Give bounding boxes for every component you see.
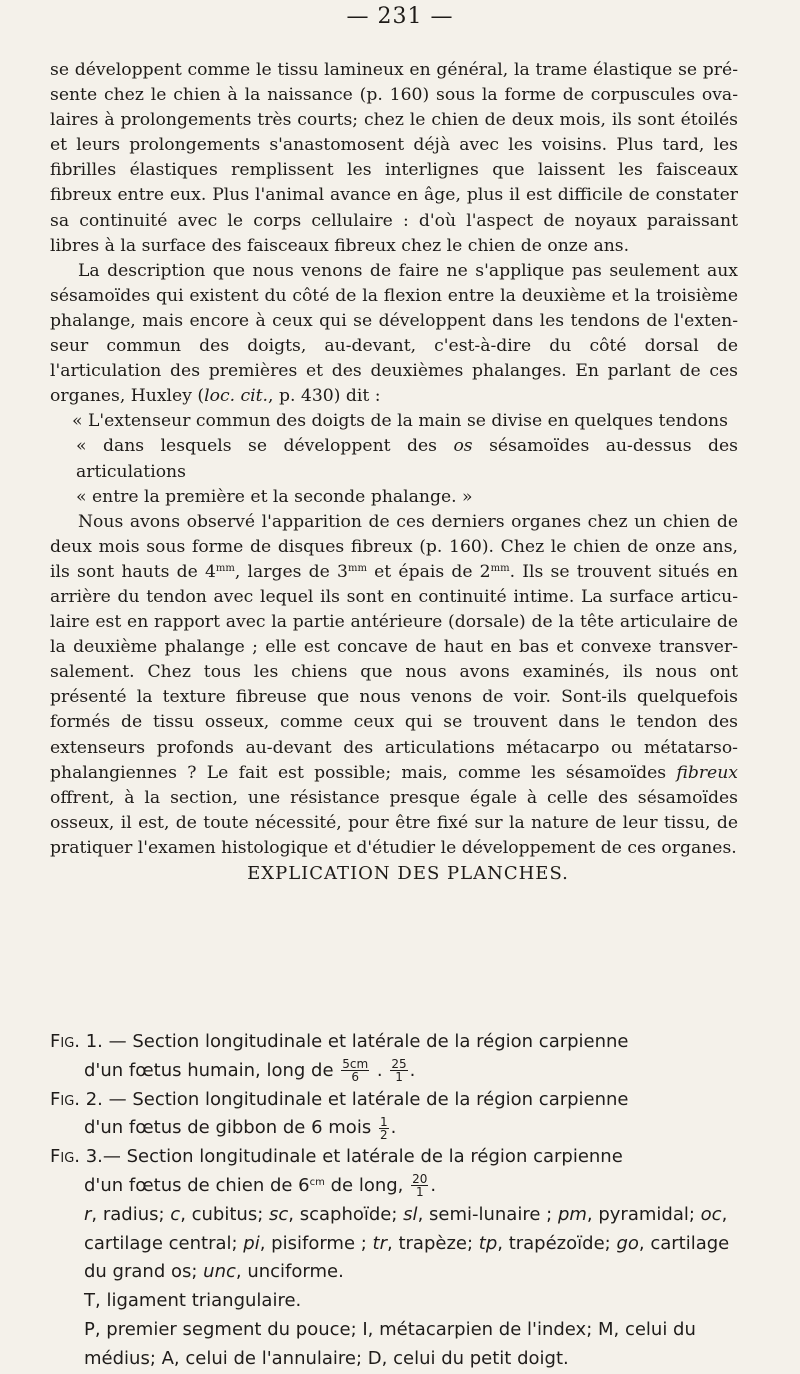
fig-2-text: — Section longitudinale et latérale de la région carpienne (102, 1088, 629, 1110)
legend-digits: P, premier segment du pouce; I, métacarpien de l'index; M, celui du médius; A, celui de l'annulaire; D, celui du petit doigt. (84, 1318, 696, 1369)
legend-item (203, 1261, 344, 1282)
quote-line-3: « entre la première et la seconde phalange. » (76, 486, 473, 507)
legend-abbr: oc (700, 1203, 722, 1225)
fig-1-sep: . (376, 1059, 383, 1081)
paragraph-3-rest: . Ils se trouvent situés en arrière du tendon avec lequel ils sont en continuité intime. La surface articulaire est en rapport avec la partie antérieure (dorsale) de la tête articulaire de la deuxième phalange ; elle est concave de haut en bas et convexe transversalement. Chez tous les chiens que nous avons examinés, ils nous ont présenté la texture fibreuse que nous venons de voir. Sont-ils quelquefois formés de tissu osseux, comme ceux qui se trouvent dans le tendon des extenseurs profonds au-devant des articulations métacarpo ou métatarso-phalangiennes ? (50, 561, 739, 783)
fraction-numerator: 1 (379, 1114, 388, 1129)
unit-mm-1: mm (215, 562, 235, 574)
figure-1-caption (50, 1028, 738, 1057)
fig-3-fraction (411, 1173, 428, 1198)
fraction-numerator: 5cm (342, 1057, 369, 1072)
legend-text: , pyramidal; (586, 1203, 701, 1225)
fraction-denominator: 6 (351, 1070, 360, 1085)
quote-line-2 (50, 434, 738, 484)
fraction-denominator: 2 (379, 1127, 388, 1142)
citation-open: ( (197, 386, 205, 407)
fraction-denominator: 1 (395, 1070, 403, 1085)
legend-text: , radius; (91, 1203, 171, 1225)
citation-close: , p. 430) dit : (268, 386, 381, 407)
fig-label: Fig. (50, 1146, 80, 1168)
section-heading: EXPLICATION DES PLANCHES. (247, 863, 569, 884)
figure-captions (50, 1028, 738, 1374)
quote-line-2-start: « dans lesquels se développent des (76, 436, 437, 457)
legend-item (269, 1204, 403, 1225)
paragraph-3-mid2: et épais de 2 (366, 561, 491, 582)
abbreviation-legend (50, 1201, 738, 1287)
body-text (50, 58, 738, 886)
paragraph-3-mid1: , larges de 3 (234, 561, 348, 582)
legend-text: , trapèze; (387, 1232, 479, 1254)
fig-3-cont-b: de long, (324, 1174, 404, 1196)
unit-mm-3: mm (490, 562, 510, 574)
legend-item (479, 1233, 617, 1254)
fig-3-text: — Section longitudinale et latérale de la région carpienne (102, 1146, 623, 1168)
legend-abbr: sl (403, 1203, 418, 1225)
fraction-denominator: 1 (415, 1185, 424, 1200)
fig-1-text: — Section longitudinale et latérale de la région carpienne (102, 1031, 629, 1052)
fig-2-cont: d'un fœtus de gibbon de 6 mois (84, 1117, 372, 1139)
quote-os-word: os (453, 436, 473, 457)
paragraph-1: se développent comme le tissu lamineux en général, la trame élastique se présente chez le chien à la naissance (p. 160) sous la forme de corpuscules ovalaires à prolongements très courts; chez le chien de deux mois, ils sont étoilés et leurs prolongements s'anastomosent déjà avec les voisins. Plus tard, les fibrilles élastiques remplissent les interlignes que laissent les faisceaux fibreux entre eux. Plus l'animal avance en âge, plus il est difficile de constater sa continuité avec le corps cellulaire : d'où l'aspect de noyaux paraissant libres à la surface des faisceaux fibreux chez le chien de onze ans. (50, 60, 738, 256)
legend-item (403, 1204, 558, 1225)
fig-2-end: . (390, 1117, 397, 1139)
fraction-numerator: 25 (391, 1057, 407, 1072)
paragraph-2 (50, 259, 738, 410)
legend-abbr: sc (269, 1203, 289, 1225)
legend-abbr: c (170, 1203, 181, 1225)
fraction-numerator: 20 (412, 1172, 428, 1187)
citation-loc-cit: loc. cit. (204, 386, 269, 407)
quote-line-2-end: sésamoïdes au-dessus des articulations (76, 436, 738, 482)
legend-item (84, 1204, 170, 1225)
fig-2-number: 2. (85, 1088, 103, 1110)
page-number: — 231 — (346, 4, 454, 29)
legend-text: , pisiforme ; (259, 1232, 373, 1254)
fig-1-fraction-1 (341, 1058, 369, 1083)
figure-1-continuation (50, 1057, 738, 1086)
legend-abbr: pi (243, 1232, 260, 1254)
legend-abbr: unc (203, 1261, 236, 1283)
legend-abbr: tp (478, 1232, 498, 1254)
legend-text: , semi-lunaire ; (417, 1203, 558, 1225)
legend-text: , cubitus; (180, 1203, 269, 1225)
unit-mm-2: mm (347, 562, 367, 574)
fig-label: Fig. (50, 1031, 80, 1052)
fig-label: Fig. (50, 1088, 80, 1110)
paragraph-2-text: La description que nous venons de faire ne s'applique pas seulement aux sésamoïdes qui existent du côté de la flexion entre la deuxième et la troisième phalange, mais encore à ceux qui se développent dans les tendons de l'extenseur commun des doigts, au-devant, c'est-à-dire du côté dorsal de l'articulation des premières et des deuxièmes phalanges. En parlant de ces organes, Huxley (50, 260, 738, 407)
paragraph-3 (50, 510, 738, 861)
fig-2-fraction (379, 1116, 389, 1141)
figure-3-caption (50, 1143, 738, 1172)
fig-1-end: . (409, 1059, 416, 1081)
legend-item (373, 1233, 479, 1254)
fig-1-number: 1. (85, 1031, 103, 1052)
fig-3-number: 3. (85, 1146, 103, 1168)
legend-item (558, 1204, 701, 1225)
fig-3-cont-a: d'un fœtus de chien de 6 (84, 1174, 310, 1196)
fig-1-cont: d'un fœtus humain, long de (84, 1059, 334, 1081)
legend-item (243, 1233, 372, 1254)
legend-abbr: tr (372, 1232, 388, 1254)
legend-text: , cartilage central; (84, 1203, 728, 1254)
figure-2-continuation (50, 1114, 738, 1143)
paragraph-3-start: Nous avons observé l'apparition de ces derniers organes chez un chien de deux mois sous forme de disques fibreux (p. 160). Chez le chien de onze ans, ils sont hauts de 4 (50, 511, 738, 582)
legend-item (170, 1204, 269, 1225)
fig-3-end: . (430, 1174, 437, 1196)
legend-ligament: T, ligament triangulaire. (84, 1290, 302, 1312)
fibreux-word: fibreux (676, 762, 738, 783)
legend-text: , trapézoïde; (497, 1232, 617, 1254)
unit-cm: cm (309, 1176, 325, 1188)
legend-text: , scaphoïde; (288, 1203, 404, 1225)
legend-text: , unciforme. (235, 1261, 344, 1283)
figure-2-caption (50, 1086, 738, 1115)
legend-text: , cartilage du grand os; (84, 1232, 730, 1283)
paragraph-3-end: offrent, à la section, une résistance presque égale à celle des sésamoïdes osseux, il est, de toute nécessité, pour être fixé sur la nature de leur tissu, de pratiquer l'examen histologique et d'étudier le développement de ces organes. (50, 787, 738, 858)
figure-3-continuation (50, 1172, 738, 1201)
legend-abbr: go (616, 1232, 639, 1254)
paragraph-3-tail: Le fait est possible; mais, comme les sésamoïdes (206, 762, 667, 783)
legend-abbr: pm (557, 1203, 587, 1225)
quote-line-1: « L'extenseur commun des doigts de la main se divise en quelques tendons (72, 411, 728, 432)
legend-abbr: r (84, 1203, 92, 1225)
fig-1-fraction-2 (390, 1058, 407, 1083)
